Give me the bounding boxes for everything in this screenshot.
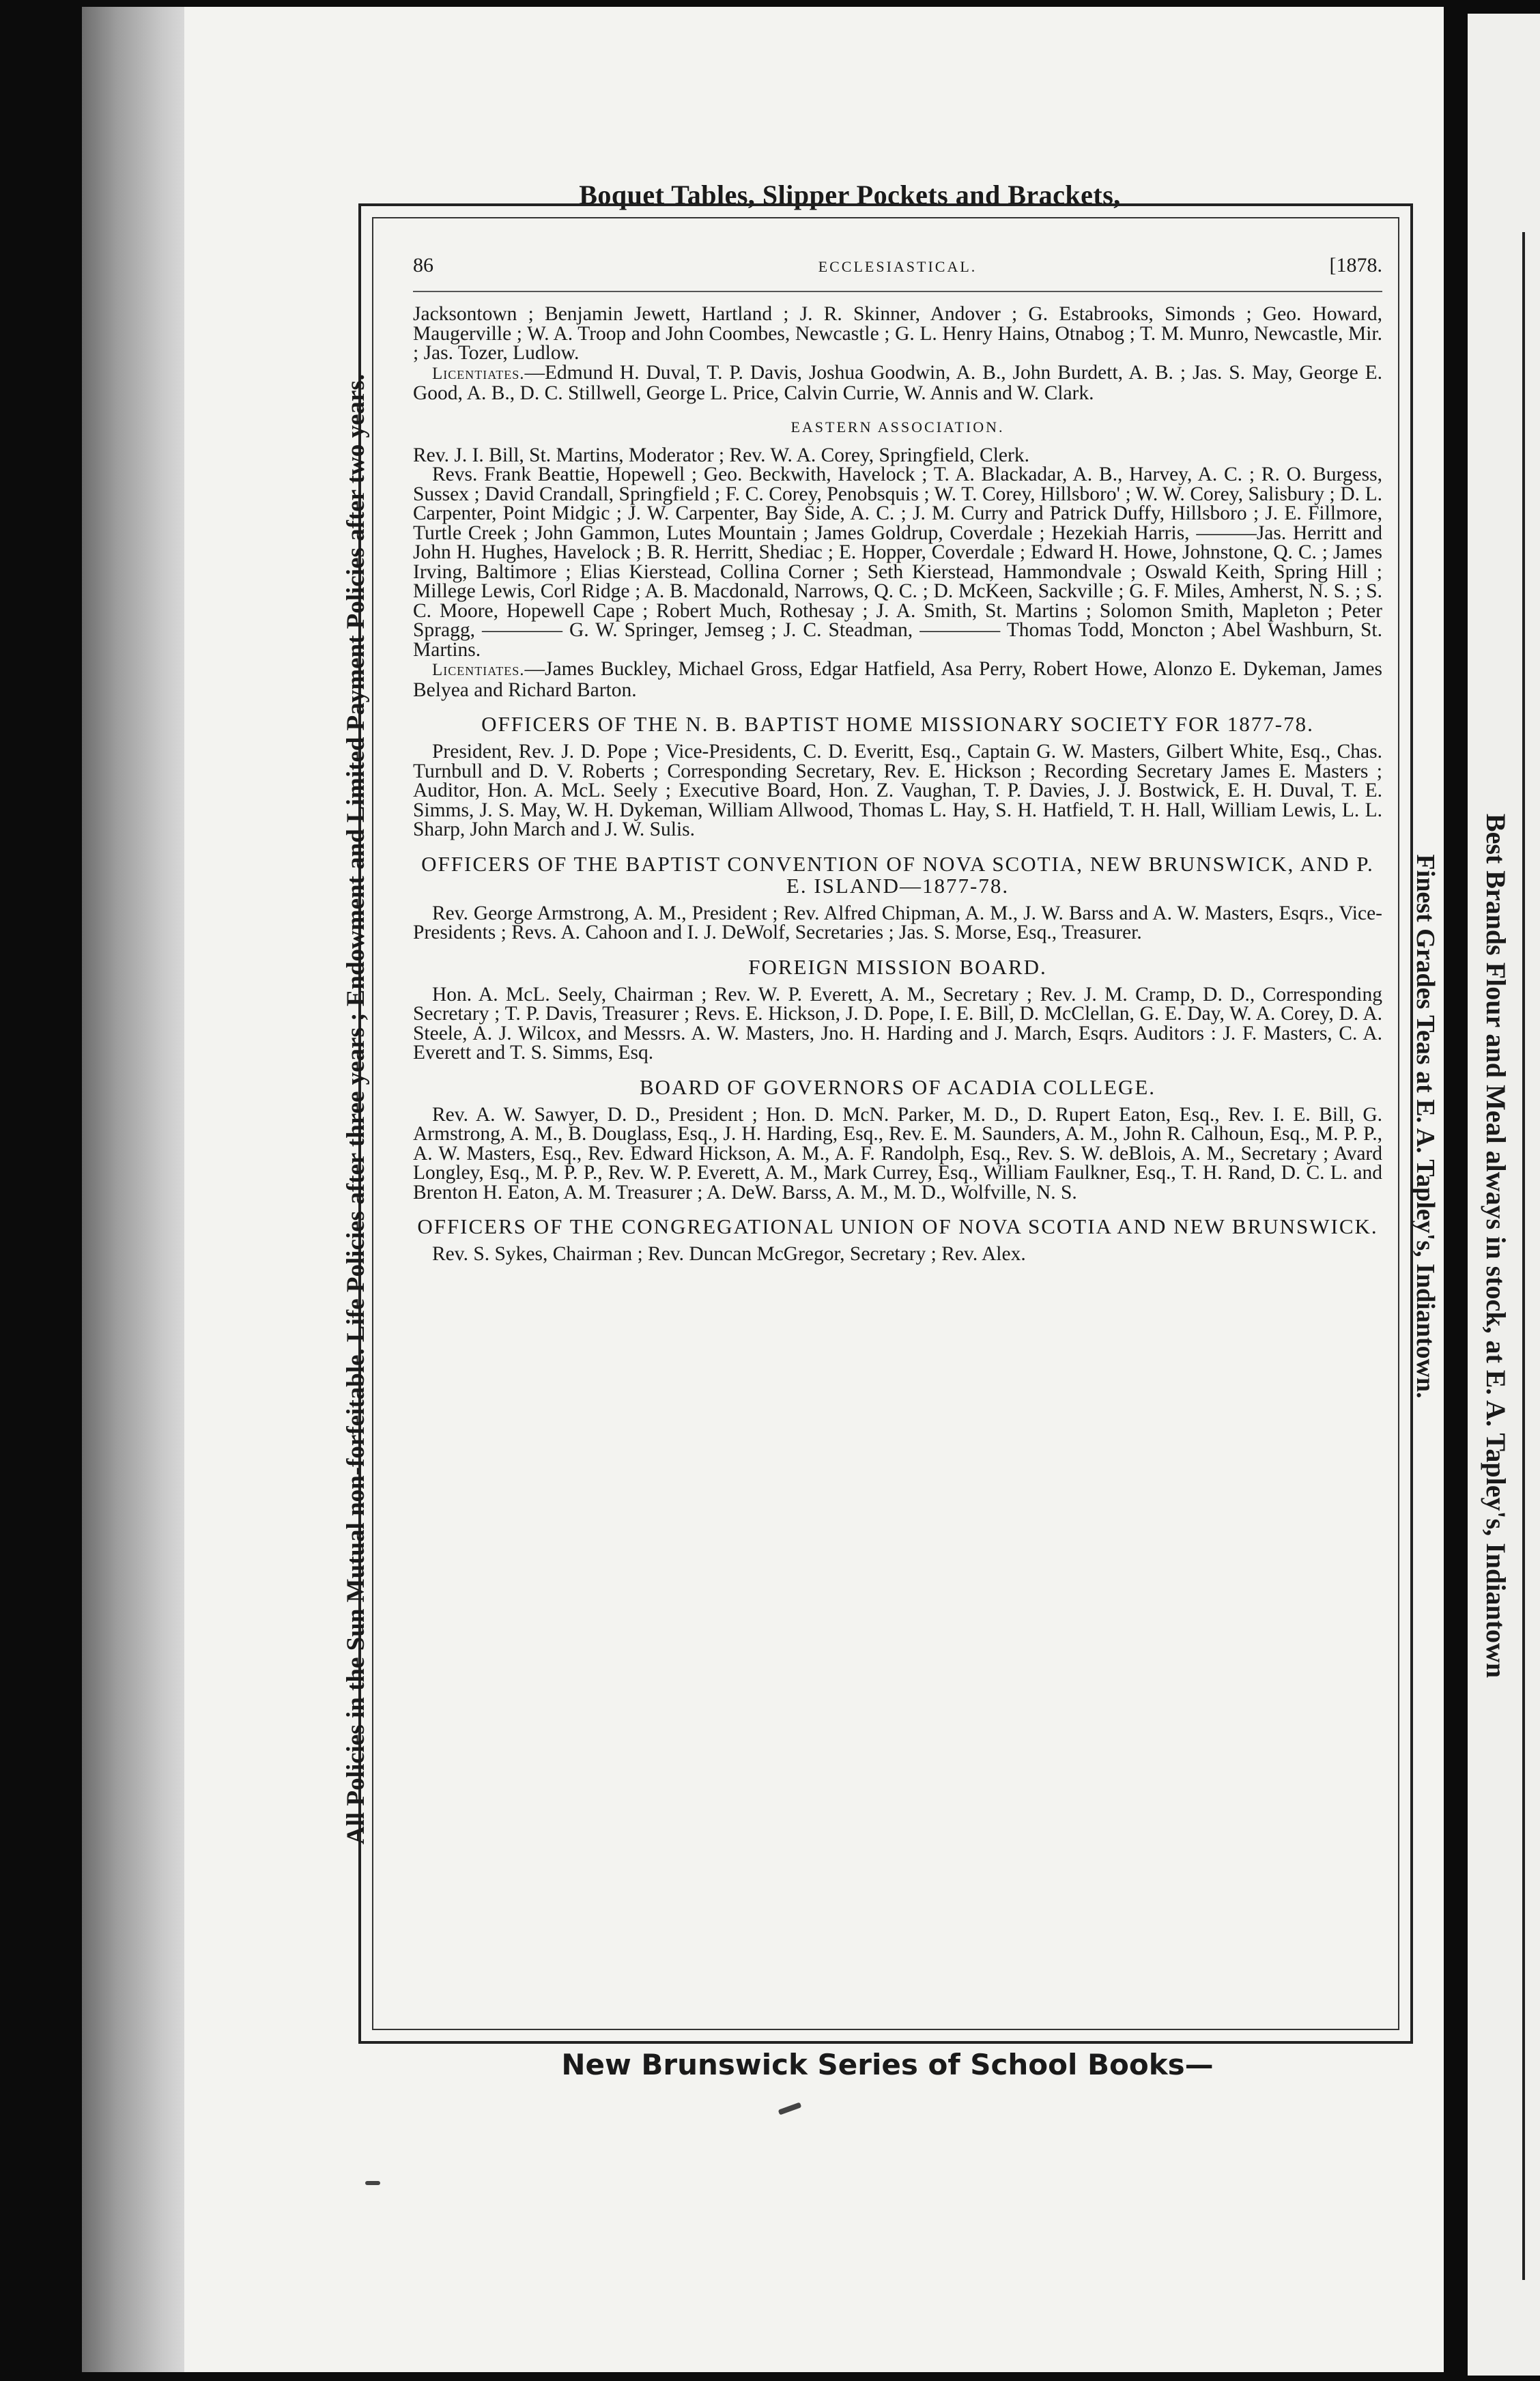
- paragraph-eastern-officers: Rev. J. I. Bill, St. Martins, Moderator ; Rev. W. A. Corey, Springfield, Clerk.: [413, 444, 1029, 466]
- acadia-college-heading: BOARD OF GOVERNORS OF ACADIA COLLEGE.: [639, 1074, 1156, 1099]
- paragraph-licentiates-western: [413, 363, 1382, 403]
- running-head-advert: Boquet Tables, Slipper Pockets and Brackets,: [579, 180, 1121, 210]
- page-year: [1878.: [1329, 254, 1382, 276]
- paragraph-ministers-continued: Jacksontown ; Benjamin Jewett, Hartland ; J. R. Skinner, Andover ; G. Estabrooks, Simonds ; Geo. Howard, Maugerville ; W. A. Troop and John Coombes, Newcastle ; G. L. Henry Hains, Otnabog ; T. M. Munro, Newcastle, Mir. ; Jas. Tozer, Ludlow.: [413, 303, 1382, 364]
- ink-blemish: [365, 2181, 380, 2185]
- facing-page-rule: [1522, 232, 1525, 2280]
- licentiates-names: —Edmund H. Duval, T. P. Davis, Joshua Goodwin, A. B., John Burdett, A. B. ; Jas. S. May, George E. Good, A. B., D. C. Stillwell, George L. Price, Calvin Currie, W. Annis and W. Clark.: [413, 361, 1382, 404]
- section-title: ECCLESIASTICAL.: [818, 258, 978, 275]
- licentiates-names: —James Buckley, Michael Gross, Edgar Hatfield, Asa Perry, Robert Howe, Alonzo E. Dykeman, James Belyea and Richard Barton.: [413, 658, 1382, 701]
- eastern-association-heading: EASTERN ASSOCIATION.: [790, 418, 1005, 436]
- page-content: [413, 254, 1382, 1264]
- convention-heading: OFFICERS OF THE BAPTIST CONVENTION OF NOVA SCOTIA, NEW BRUNSWICK, AND P. E. ISLAND—1877-78.: [421, 851, 1374, 898]
- right-margin-advert-flour: Best Brands Flour and Meal always in stock, at E. A. Tapley's, Indiantown: [1481, 813, 1511, 1679]
- book-spine: [82, 7, 198, 2372]
- left-margin-advert: All Policies in the Sun Mutual non-forfeitable. Life Policies after three years ; Endowment and Limited Payment Policies after two years.: [342, 374, 370, 1844]
- header-rule: [413, 291, 1382, 292]
- paragraph-convention: Rev. George Armstrong, A. M., President ; Rev. Alfred Chipman, A. M., J. W. Barss and A. W. Masters, Esqrs., Vice-Presidents ; Revs. A. Cahoon and I. J. DeWolf, Secretaries ; Jas. S. Morse, Esq., Treasurer.: [413, 902, 1382, 943]
- home-mission-heading: OFFICERS OF THE N. B. BAPTIST HOME MISSIONARY SOCIETY FOR 1877-78.: [481, 712, 1314, 736]
- licentiates-label: Licentiates.: [432, 364, 525, 383]
- page-header: [413, 254, 1382, 287]
- paragraph-eastern-ministers: Revs. Frank Beattie, Hopewell ; Geo. Beckwith, Havelock ; T. A. Blackadar, A. B., Harvey, A. C. ; R. O. Burgess, Sussex ; David Crandall, Springfield ; F. C. Corey, Penobsquis ; W. T. Corey, Hillsboro' ; W. W. Corey, Salisbury ; D. L. Carpenter, Point Midgic ; J. W. Carpenter, Bay Side, A. C. ; J. M. Curry and Patrick Duffy, Hillsboro ; J. E. Fillmore, Turtle Creek ; John Gammon, Lutes Mountain ; James Goldrup, Coverdale ; Hezekiah Harris, ———Jas. Herritt and John H. Hughes, Havelock ; B. R. Herritt, Shediac ; E. Hopper, Coverdale ; Edward H. Howe, Johnstone, Q. C. ; James Irving, Baltimore ; Elias Kierstead, Collina Corner ; Seth Kierstead, Hammondvale ; Oswald Keith, Spring Hill ; Millege Lewis, Corl Ridge ; A. B. Macdonald, Narrows, Q. C. ; D. McKeen, Sackville ; G. F. Miles, Amherst, N. S. ; S. C. Moore, Hopewell Cape ; Robert Much, Rothesay ; J. A. Smith, St. Martins ; Solomon Smith, Mapleton ; Peter Spragg, ———— G. W. Springer, Jemseg ; J. C. Steadman, ———— Thomas Todd, Moncton ; Abel Washburn, St. Martins.: [413, 464, 1382, 661]
- paragraph-acadia-college: Rev. A. W. Sawyer, D. D., President ; Hon. D. McN. Parker, M. D., D. Rupert Eaton, Esq., Rev. I. E. Bill, G. Armstrong, A. M., B. Douglass, Esq., J. H. Harding, Esq., Rev. E. M. Saunders, A. M., John R. Calhoun, Esq., M. P. P., A. W. Masters, Esq., Rev. Edward Hickson, A. M., A. F. Randolph, Esq., Rev. S. W. deBlois, A. M., Secretary ; Avard Longley, Esq., M. P. P., Rev. W. P. Everett, A. M., Mark Currey, Esq., William Faulkner, Esq., T. H. Rand, D. C. L. and Brenton H. Eaton, A. M. Treasurer ; A. DeW. Barss, A. M., M. D., Wolfville, N. S.: [413, 1103, 1382, 1203]
- footer-advert: New Brunswick Series of School Books—: [561, 2048, 1214, 2081]
- congregational-union-heading: OFFICERS OF THE CONGREGATIONAL UNION OF NOVA SCOTIA AND NEW BRUNSWICK.: [417, 1214, 1378, 1238]
- right-margin-advert-teas: Finest Grades Teas at E. A. Tapley's, Indiantown.: [1411, 854, 1440, 1399]
- page-number: 86: [413, 254, 433, 276]
- paragraph-home-mission: President, Rev. J. D. Pope ; Vice-Presidents, C. D. Everitt, Esq., Captain G. W. Masters, Gilbert White, Esq., Chas. Turnbull and D. V. Roberts ; Corresponding Secretary, Rev. E. Hickson ; Recording Secretary James E. Masters ; Auditor, Hon. A. McL. Seely ; Executive Board, Hon. Z. Vaughan, T. P. Davies, J. J. Bostwick, E. H. Duval, T. E. Simms, J. S. May, W. H. Dykeman, William Allwood, Thomas L. Hay, S. H. Hatfield, T. H. Hall, William Lewis, L. L. Sharp, John March and J. W. Sulis.: [413, 741, 1382, 840]
- paragraph-congregational-union: Rev. S. Sykes, Chairman ; Rev. Duncan McGregor, Secretary ; Rev. Alex.: [432, 1243, 1026, 1265]
- paragraph-licentiates-eastern: [413, 659, 1382, 700]
- paragraph-foreign-mission: Hon. A. McL. Seely, Chairman ; Rev. W. P. Everett, A. M., Secretary ; Rev. J. M. Cramp, D. D., Corresponding Secretary ; T. P. Davis, Treasurer ; Revs. E. Hickson, J. D. Pope, I. E. Bill, D. McClellan, G. E. Day, W. A. Corey, D. A. Steele, A. J. Wilcox, and Messrs. A. W. Masters, Jno. H. Harding and J. March, Esqrs. Auditors : J. F. Masters, C. A. Everett and T. S. Simms, Esq.: [413, 983, 1382, 1064]
- licentiates-label: Licentiates.: [432, 661, 525, 679]
- foreign-mission-heading: FOREIGN MISSION BOARD.: [748, 954, 1047, 979]
